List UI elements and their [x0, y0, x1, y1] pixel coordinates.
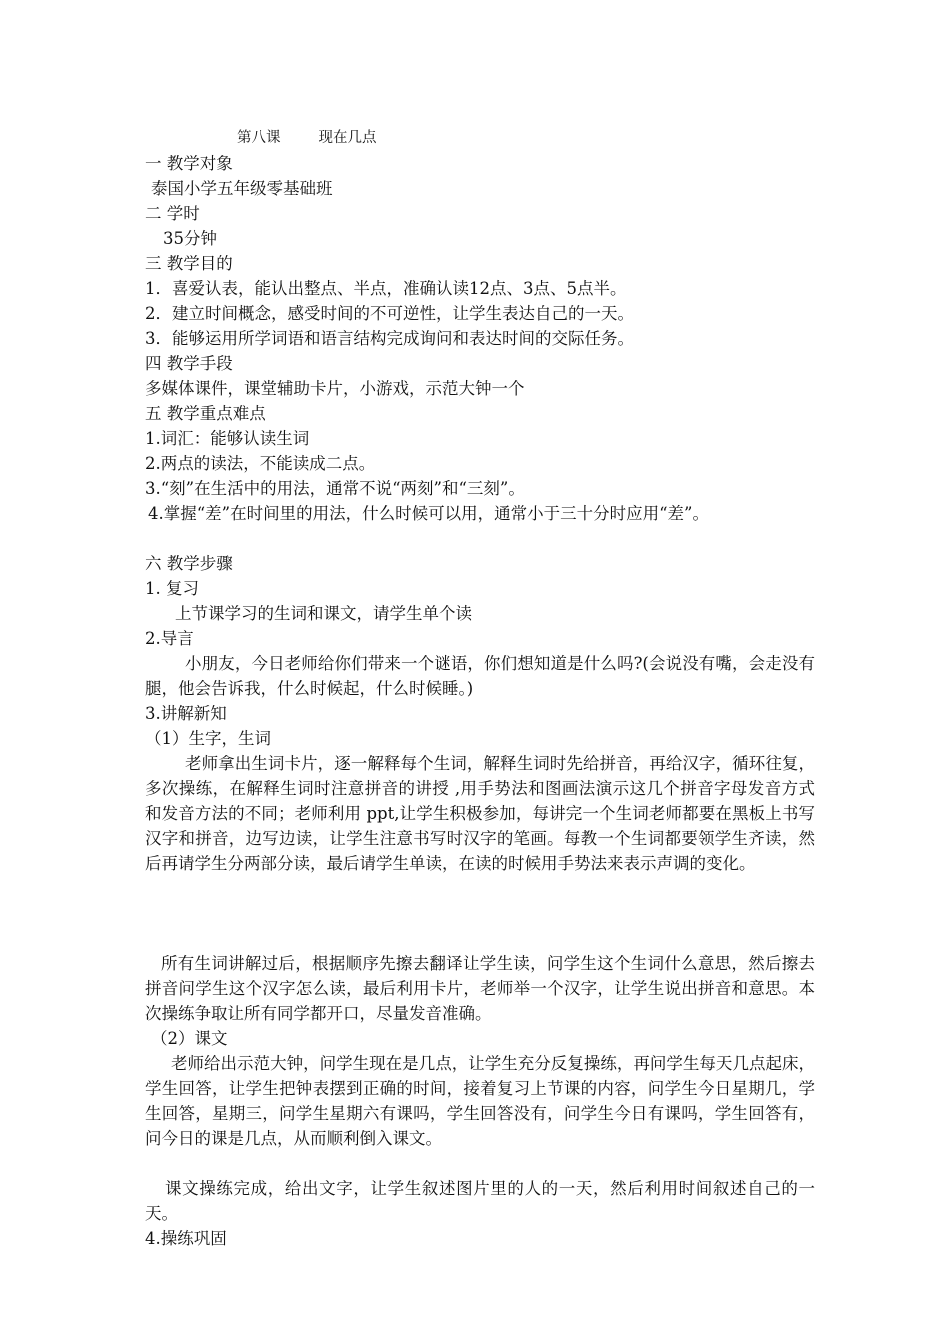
key-point-item: 3.“刻”在生活中的用法，通常不说“两刻”和“三刻”。	[145, 479, 525, 498]
key-point-item: 2.两点的读法，不能读成二点。	[145, 454, 376, 473]
section-heading-key-points: 五 教学重点难点	[145, 404, 266, 423]
step-heading-new-knowledge: 3.讲解新知	[145, 704, 227, 723]
section-heading-means: 四 教学手段	[145, 354, 233, 373]
vocabulary-paragraph-2: 所有生词讲解过后，根据顺序先擦去翻译让学生读，问学生这个生词什么意思，然后擦去拼音问学生这个汉字怎么读，最后利用卡片，老师举一个汉字，让学生说出拼音和意思。本次操练争取让所有同学都开口，尽量发音准确。	[145, 954, 815, 1023]
step-heading-intro: 2.导言	[145, 629, 194, 648]
text-paragraph-2: 课文操练完成，给出文字，让学生叙述图片里的人的一天，然后利用时间叙述自己的一天。	[145, 1179, 815, 1223]
subheading-vocabulary: （1）生字，生词	[145, 729, 271, 748]
review-text: 上节课学习的生词和课文，请学生单个读	[175, 604, 472, 623]
key-point-item: 4.掌握“差”在时间里的用法，什么时候可以用，通常小于三十分时应用“差”。	[148, 504, 709, 523]
goal-item: 3．能够运用所学词语和语言结构完成询问和表达时间的交际任务。	[145, 329, 634, 348]
section-heading-hours: 二 学时	[145, 204, 200, 223]
goal-item: 2．建立时间概念，感受时间的不可逆性，让学生表达自己的一天。	[145, 304, 634, 323]
lesson-topic: 现在几点	[318, 130, 377, 146]
section-heading-steps: 六 教学步骤	[145, 554, 233, 573]
text-paragraph-1: 老师给出示范大钟，问学生现在是几点，让学生充分反复操练，再问学生每天几点起床，学生回答，让学生把钟表摆到正确的时间，接着复习上节课的内容，问学生今日星期几，学生回答，星期三，问学生星期六有课吗，学生回答没有，问学生今日有课吗，学生回答有，问今日的课是几点，从而顺利倒入课文。	[145, 1054, 815, 1148]
hours-text: 35分钟	[163, 229, 217, 248]
target-text: 泰国小学五年级零基础班	[151, 179, 333, 198]
document-page	[145, 126, 815, 1251]
lesson-number: 第八课	[237, 130, 281, 146]
subheading-text: （2）课文	[151, 1029, 228, 1048]
goal-item: 1．喜爱认表，能认出整点、半点，准确认读12点、3点、5点半。	[145, 279, 627, 298]
section-heading-target: 一 教学对象	[145, 154, 233, 173]
step-heading-review: 1. 复习	[145, 579, 199, 598]
intro-text: 小朋友，今日老师给你们带来一个谜语，你们想知道是什么吗?(会说没有嘴，会走没有腿，他会告诉我，什么时候起，什么时候睡。)	[145, 654, 815, 698]
means-text: 多媒体课件，课堂辅助卡片，小游戏，示范大钟一个	[145, 379, 525, 398]
page-title	[145, 126, 815, 151]
key-point-item: 1.词汇：能够认读生词	[145, 429, 310, 448]
vocabulary-paragraph-1: 老师拿出生词卡片，逐一解释每个生词，解释生词时先给拼音，再给汉字，循环往复，多次操练，在解释生词时注意拼音的讲授 ,用手势法和图画法演示这几个拼音字母发音方式和发音方法的不同；老师利用 ppt,让学生积极参加，每讲完一个生词老师都要在黑板上书写汉字和拼音，边写边读，让学生注意书写时汉字的笔画。每教一个生词都要领学生齐读，然后再请学生分两部分读，最后请学生单读，在读的时候用手势法来表示声调的变化。	[145, 754, 815, 873]
step-heading-practice: 4.操练巩固	[145, 1229, 227, 1248]
section-heading-goals: 三 教学目的	[145, 254, 233, 273]
